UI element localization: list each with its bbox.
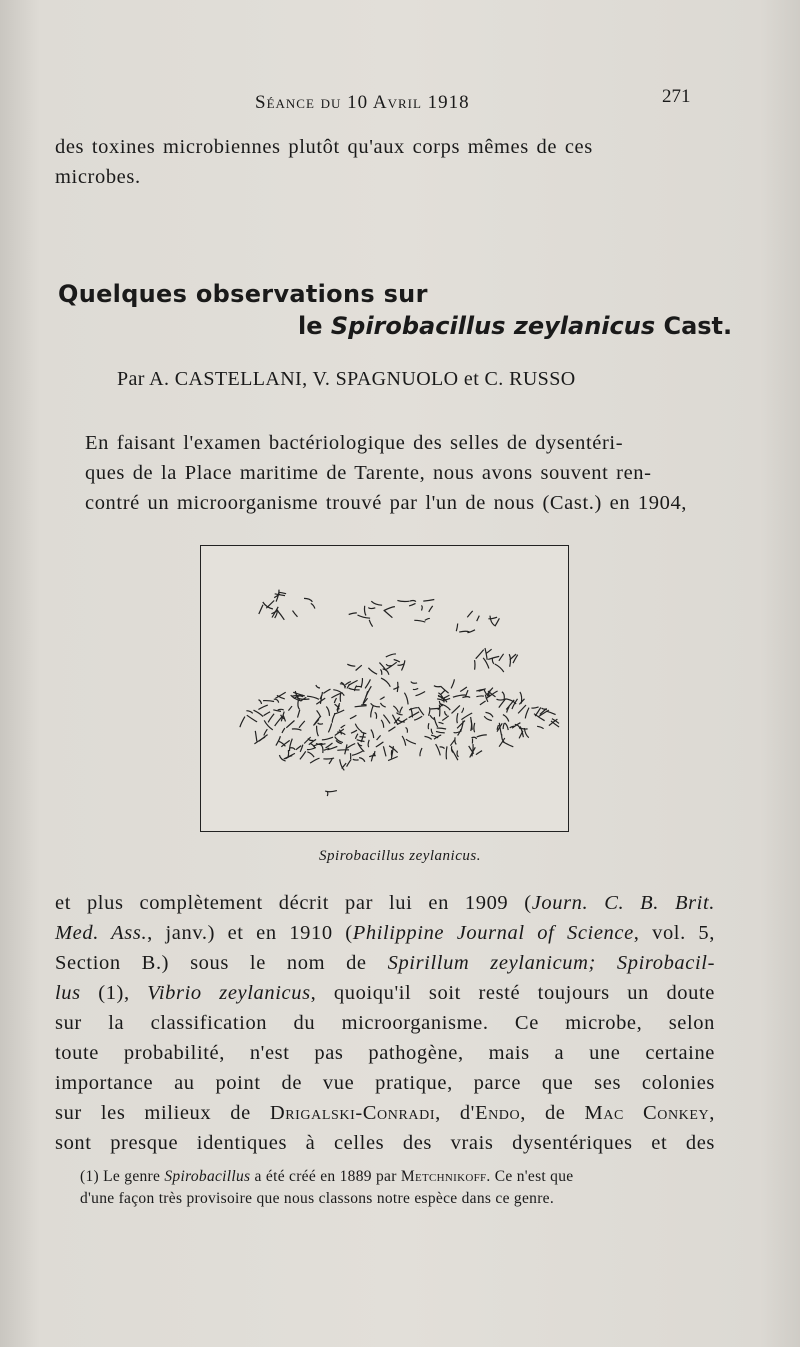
species-italic: Spirobacillus <box>164 1168 251 1185</box>
bacillus-stroke <box>429 606 433 612</box>
bacillus-stroke <box>409 708 418 710</box>
bacillus-stroke <box>488 656 499 659</box>
author-name: Metchnikoff <box>400 1168 487 1185</box>
bacillus-stroke <box>316 685 320 688</box>
bacillus-stroke <box>273 710 281 712</box>
bacillus-stroke <box>264 712 271 716</box>
bacillus-stroke <box>423 600 434 602</box>
bacillus-stroke <box>503 715 509 722</box>
bacillus-stroke <box>461 721 463 731</box>
bacillus-stroke <box>368 740 369 747</box>
text-line <box>55 888 715 918</box>
text-run: , vol. 5, <box>633 922 715 944</box>
bacillus-stroke <box>436 731 445 733</box>
bacillus-stroke <box>445 711 448 715</box>
bacillus-stroke <box>304 598 312 601</box>
author-name: Mac Conkey <box>584 1102 710 1124</box>
title-suffix: Cast. <box>655 312 733 340</box>
bacillus-stroke <box>349 613 357 615</box>
bacillus-stroke <box>393 706 398 713</box>
bacillus-stroke <box>355 706 367 707</box>
bacillus-stroke <box>356 665 362 670</box>
bacillus-stroke <box>328 723 331 732</box>
author-name: Drigalski-Conradi <box>269 1102 436 1124</box>
bacillus-stroke <box>293 611 298 617</box>
bacillus-stroke <box>499 654 504 661</box>
text-run: . Ce n'est que <box>486 1168 574 1185</box>
article-title-line-1: Quelques observations sur <box>58 280 428 308</box>
bacillus-stroke <box>371 730 374 739</box>
text-run: Section B.) sous le nom de <box>55 952 388 974</box>
bacillus-stroke <box>380 669 381 674</box>
text-run: sur les milieux de <box>55 1102 270 1124</box>
bacillus-stroke <box>434 686 441 687</box>
bacillus-stroke <box>439 722 444 724</box>
bacillus-stroke <box>310 758 319 763</box>
bacillus-stroke <box>386 654 396 657</box>
text-line: importance au point de vue pratique, parce que ses colonies <box>55 1072 715 1094</box>
citation-italic: Med. Ass. <box>55 922 148 944</box>
bacillus-stroke <box>298 700 300 710</box>
bacillus-stroke <box>462 697 470 698</box>
bacillus-stroke <box>457 713 458 723</box>
bacillus-stroke <box>450 740 454 746</box>
bacillus-stroke <box>425 618 430 620</box>
bacillus-stroke <box>307 748 316 750</box>
bacillus-stroke <box>409 603 415 606</box>
bacillus-stroke <box>452 705 460 713</box>
footnote <box>80 1166 720 1210</box>
text-line: sur la classification du microorganisme. Ce microbe, selon <box>55 1012 715 1034</box>
bacillus-stroke <box>368 608 375 609</box>
bacillus-stroke <box>349 688 360 690</box>
bacillus-stroke <box>353 759 359 760</box>
bacillus-stroke <box>455 737 456 744</box>
bacillus-stroke <box>371 703 380 707</box>
bacillus-stroke <box>381 678 390 687</box>
bacillus-stroke <box>386 664 392 666</box>
bacillus-stroke <box>326 743 333 748</box>
bacillus-stroke <box>457 751 459 757</box>
authors-line: Par A. CASTELLANI, V. SPAGNUOLO et C. RUSSO <box>117 368 576 390</box>
bacillus-stroke <box>502 692 504 700</box>
bacillus-stroke <box>311 603 315 608</box>
bacillus-stroke <box>480 701 486 705</box>
text-line: des toxines microbiennes plutôt qu'aux corps mêmes de ces <box>55 136 593 158</box>
page-header <box>0 86 800 116</box>
species-italic: Vibrio zeylanicus <box>147 982 311 1004</box>
bacillus-stroke <box>371 753 373 761</box>
bacillus-stroke <box>317 710 321 717</box>
bacillus-stroke <box>358 615 371 618</box>
bacillus-stroke <box>451 679 454 688</box>
bacillus-stroke <box>347 744 356 749</box>
bacilli-drawing <box>201 546 568 831</box>
bacillus-stroke <box>467 611 472 617</box>
bacillus-stroke <box>462 708 464 713</box>
text-run: , janv.) et en 1910 ( <box>147 922 353 944</box>
bacillus-stroke <box>495 618 500 626</box>
bacillus-stroke <box>497 699 506 700</box>
bacillus-stroke <box>483 658 489 669</box>
bacillus-stroke <box>327 791 328 796</box>
bacillus-stroke <box>474 723 475 732</box>
bacillus-stroke <box>437 699 444 701</box>
text-line: sont presque identiques à celles des vrais dysentériques et des <box>55 1132 715 1154</box>
bacillus-stroke <box>381 720 384 728</box>
bacillus-stroke <box>320 692 322 699</box>
bacillus-stroke <box>459 631 469 632</box>
bacillus-stroke <box>400 707 403 714</box>
bacillus-stroke <box>437 728 446 729</box>
bacillus-stroke <box>402 736 406 746</box>
bacillus-stroke <box>535 707 541 716</box>
bacillus-stroke <box>332 713 335 723</box>
bacillus-stroke <box>525 708 529 719</box>
bacillus-stroke <box>318 723 323 724</box>
bacillus-stroke <box>512 699 518 709</box>
bacillus-stroke <box>421 606 422 611</box>
text-run: , quoiqu'il soit resté toujours un doute <box>310 982 715 1004</box>
bacillus-stroke <box>397 682 398 692</box>
bacillus-stroke <box>502 741 513 746</box>
bacillus-stroke <box>394 660 400 663</box>
bacillus-stroke <box>414 620 425 622</box>
page-number: 271 <box>662 86 691 107</box>
text-run: , d' <box>435 1102 475 1124</box>
bacillus-stroke <box>515 724 520 729</box>
bacillus-stroke <box>440 747 445 749</box>
bacillus-stroke <box>471 720 472 731</box>
bacillus-stroke <box>288 706 292 711</box>
bacillus-stroke <box>326 707 329 716</box>
bacillus-stroke <box>406 739 416 744</box>
bacillus-stroke <box>342 763 346 768</box>
bacillus-stroke <box>434 717 438 727</box>
bacillus-stroke <box>384 611 392 618</box>
bacillus-stroke <box>485 648 487 660</box>
citation-italic: Philippine Journal of Science <box>352 922 634 944</box>
bacillus-stroke <box>268 714 274 723</box>
bacillus-stroke <box>425 736 432 739</box>
text-line: contré un microorganisme trouvé par l'un de nous (Cast.) en 1904, <box>85 492 688 514</box>
bacillus-stroke <box>476 751 482 755</box>
bacillus-stroke <box>282 728 285 733</box>
bacillus-stroke <box>376 742 384 747</box>
bacillus-stroke <box>356 734 358 739</box>
text-run: (1), <box>80 982 148 1004</box>
text-run: a été créé en 1889 par <box>250 1168 401 1185</box>
bacillus-stroke <box>391 750 392 757</box>
bacillus-stroke <box>298 710 300 718</box>
bacillus-stroke <box>477 616 480 622</box>
bacillus-stroke <box>420 748 422 756</box>
bacillus-stroke <box>240 717 245 728</box>
bacillus-stroke <box>351 730 357 733</box>
article-title-line-2 <box>298 312 732 340</box>
bacillus-stroke <box>290 748 295 750</box>
bacillus-stroke <box>357 740 365 742</box>
bacillus-stroke <box>410 601 416 602</box>
bacillus-stroke <box>341 725 346 728</box>
bacillus-stroke <box>377 735 381 740</box>
bacillus-stroke <box>255 731 257 742</box>
bacillus-stroke <box>347 664 355 666</box>
bacillus-stroke <box>259 700 262 704</box>
text-line: ques de la Place maritime de Tarente, nous avons souvent ren- <box>85 462 652 484</box>
text-line: microbes. <box>55 166 141 188</box>
bacillus-stroke <box>388 727 395 732</box>
bacillus-stroke <box>441 686 449 693</box>
footnote-line: d'une façon très provisoire que nous classons notre espèce dans ce genre. <box>80 1190 555 1207</box>
bacillus-stroke <box>334 698 336 703</box>
bacillus-stroke <box>300 751 306 759</box>
citation-italic: Journ. C. B. Brit. <box>531 892 716 914</box>
text-line <box>55 948 715 978</box>
text-line <box>55 918 715 948</box>
bacillus-stroke <box>246 711 252 714</box>
bacillus-stroke <box>518 705 526 713</box>
bacillus-stroke <box>371 705 374 717</box>
bacillus-stroke <box>258 705 267 709</box>
bacillus-stroke <box>350 715 357 719</box>
text-line <box>55 1098 715 1128</box>
text-line: toute probabilité, n'est pas pathogène, mais a une certaine <box>55 1042 715 1064</box>
bacillus-stroke <box>439 704 450 711</box>
paragraph-continued <box>55 132 715 192</box>
bacillus-stroke <box>484 716 492 720</box>
bacillus-stroke <box>414 716 422 720</box>
bacillus-stroke <box>317 726 319 737</box>
bacillus-stroke <box>383 746 386 756</box>
text-line <box>55 978 715 1008</box>
bacillus-stroke <box>446 746 447 759</box>
bacillus-stroke <box>368 668 377 674</box>
bacillus-stroke <box>439 705 440 717</box>
bacillus-stroke <box>477 735 487 737</box>
species-italic: Spirillum zeylanicum; Spirobacil- <box>387 952 715 974</box>
species-italic: lus <box>55 982 81 1004</box>
bacillus-stroke <box>431 729 433 734</box>
bacillus-stroke <box>418 707 424 715</box>
text-run: et plus complètement décrit par lui en 1909 ( <box>55 892 532 914</box>
bacillus-stroke <box>411 682 417 684</box>
bacillus-stroke <box>355 724 360 731</box>
bacillus-stroke <box>492 658 494 664</box>
bacillus-stroke <box>323 758 334 759</box>
title-prefix: le <box>298 312 331 340</box>
bacillus-stroke <box>428 723 429 729</box>
text-run: (1) Le genre <box>80 1168 165 1185</box>
figure-caption: Spirobacillus zeylanicus. <box>319 848 481 864</box>
running-head: Séance du 10 Avril 1918 <box>255 92 470 113</box>
bacillus-stroke <box>398 664 405 665</box>
bacillus-stroke <box>413 688 418 689</box>
bacillus-stroke <box>366 686 372 697</box>
bacillus-stroke <box>397 600 409 601</box>
bacillus-stroke <box>537 726 544 728</box>
text-run: , <box>709 1102 715 1124</box>
bacillus-stroke <box>322 737 333 740</box>
author-name: Endo <box>474 1102 521 1124</box>
bacillus-stroke <box>505 723 509 730</box>
text-line: En faisant l'examen bactériologique des selles de dysentéri- <box>85 432 624 454</box>
bacillus-stroke <box>247 715 257 722</box>
bacillus-stroke <box>457 721 465 729</box>
bacillus-stroke <box>371 601 382 605</box>
bacillus-stroke <box>404 693 408 705</box>
bacillus-stroke <box>279 592 286 593</box>
bacillus-stroke <box>441 690 445 694</box>
bacillus-stroke <box>365 679 370 688</box>
bacillus-stroke <box>384 607 395 611</box>
bacillus-stroke <box>359 758 365 762</box>
bacillus-stroke <box>456 624 457 632</box>
bacillus-stroke <box>460 687 467 692</box>
bacillus-stroke <box>486 712 494 717</box>
bacillus-stroke <box>531 707 538 708</box>
bacillus-stroke <box>364 606 366 616</box>
intro-paragraph <box>55 428 715 518</box>
bacillus-stroke <box>347 759 352 766</box>
bacillus-stroke <box>323 689 330 693</box>
title-species: Spirobacillus zeylanicus <box>330 312 656 340</box>
bacillus-stroke <box>299 721 305 728</box>
bacillus-stroke <box>286 721 294 728</box>
bacillus-stroke <box>254 710 264 716</box>
bacillus-stroke <box>486 649 491 653</box>
bacillus-stroke <box>476 650 484 659</box>
bacillus-stroke <box>274 699 279 703</box>
bacillus-stroke <box>375 712 377 719</box>
bacillus-stroke <box>296 746 301 750</box>
bacillus-stroke <box>383 715 390 724</box>
bacillus-stroke <box>358 743 365 752</box>
bacillus-stroke <box>275 717 282 726</box>
bacillus-stroke <box>490 616 495 626</box>
bacillus-stroke <box>546 711 555 715</box>
bacillus-stroke <box>509 654 510 667</box>
bacillus-stroke <box>307 752 314 757</box>
bacillus-stroke <box>341 682 345 688</box>
bacillus-stroke <box>388 757 398 761</box>
bacillus-stroke <box>444 695 450 698</box>
bacillus-stroke <box>380 697 385 699</box>
bacillus-stroke <box>429 707 430 715</box>
bacillus-stroke <box>335 737 343 743</box>
bacillus-stroke <box>402 660 405 670</box>
footnote-line <box>80 1166 720 1188</box>
bacillus-stroke <box>277 610 285 620</box>
bacillus-stroke <box>276 736 281 745</box>
bacillus-stroke <box>289 739 292 752</box>
bacillus-stroke <box>321 745 323 754</box>
bacillus-stroke <box>454 731 462 733</box>
bacillus-stroke <box>259 605 263 614</box>
bacillus-stroke <box>503 723 504 729</box>
bacillus-stroke <box>369 620 372 627</box>
bacillus-stroke <box>409 712 419 718</box>
figure-illustration <box>200 545 569 832</box>
bacillus-stroke <box>263 701 274 702</box>
bacillus-stroke <box>416 692 426 696</box>
text-run: , de <box>520 1102 585 1124</box>
bacillus-stroke <box>352 751 363 755</box>
bacillus-stroke <box>381 703 386 707</box>
bacillus-stroke <box>495 664 504 672</box>
body-paragraph <box>55 888 715 1158</box>
bacillus-stroke <box>442 716 449 721</box>
bacillus-stroke <box>292 729 302 731</box>
bacillus-stroke <box>406 728 408 733</box>
bacillus-stroke <box>476 696 484 697</box>
bacillus-stroke <box>278 709 284 710</box>
bacillus-stroke <box>430 708 438 709</box>
bacillus-stroke <box>436 744 441 755</box>
